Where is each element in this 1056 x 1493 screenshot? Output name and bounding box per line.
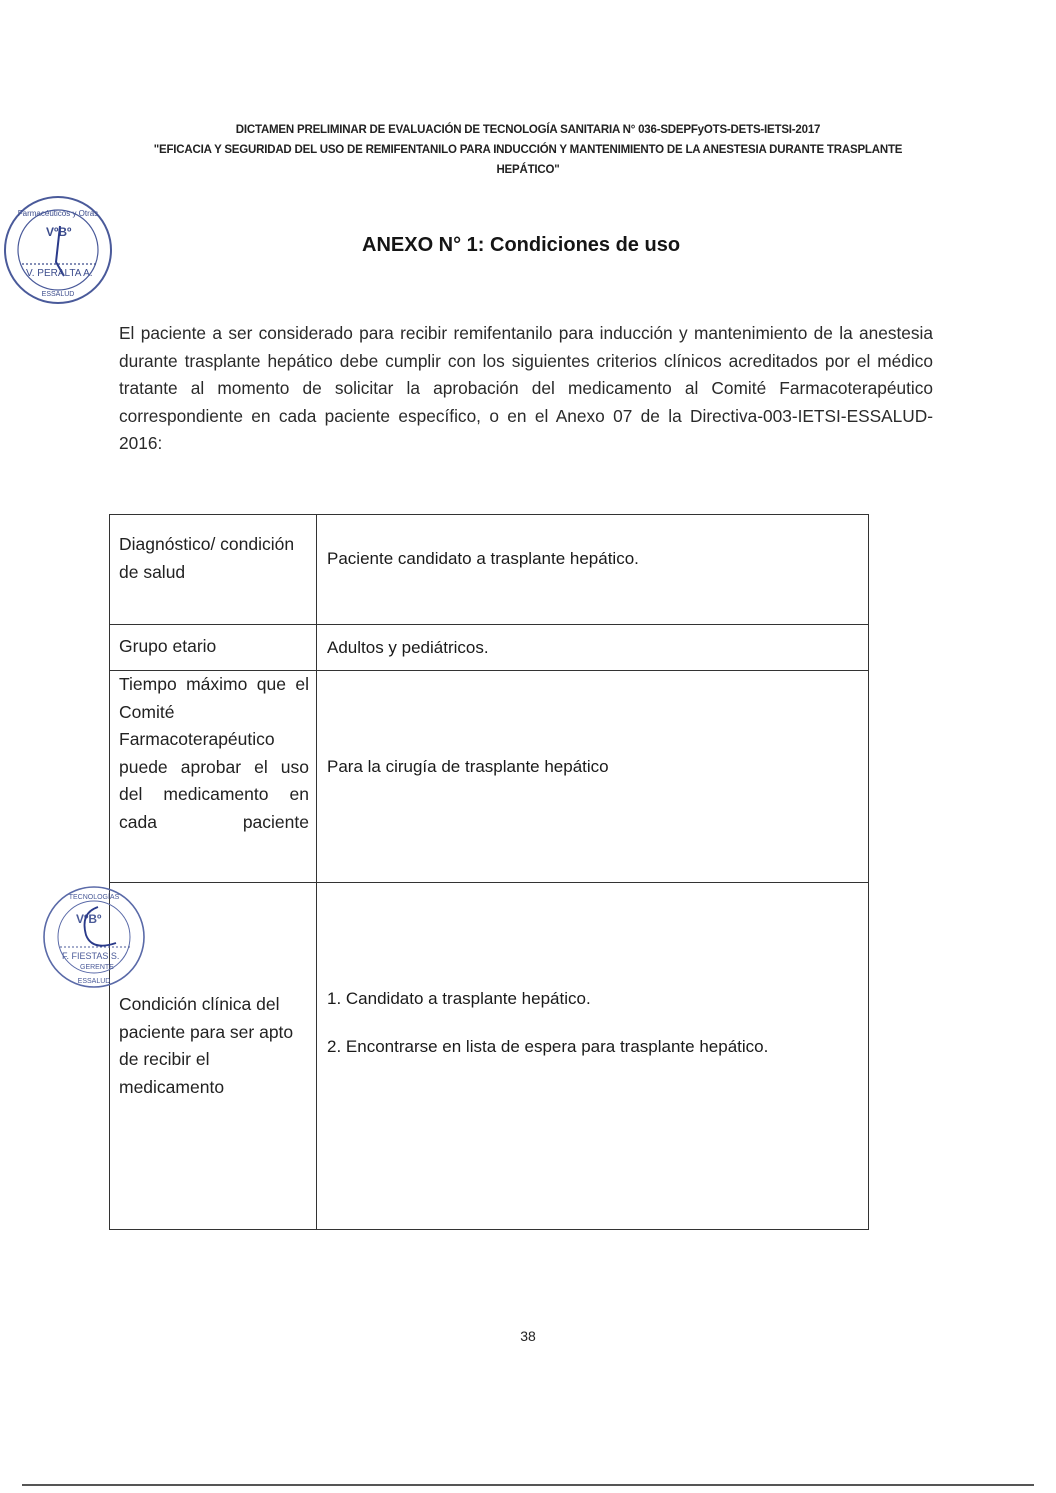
header-title-line: DICTAMEN PRELIMINAR DE EVALUACIÓN DE TECNOLOGÍA SANITARIA N° 036-SDEPFyOTS-DETS-IETSI-2017: [235, 124, 821, 136]
header-subtitle-line-2: HEPÁTICO": [496, 164, 560, 176]
row-value-grupo-etario: Adultos y pediátricos.: [327, 638, 489, 657]
svg-text:VºBº: VºBº: [46, 225, 72, 239]
page-number: 38: [520, 1328, 536, 1344]
list-item: 1. Candidato a trasplante hepático.: [327, 989, 591, 1008]
header-subtitle-line: "EFICACIA Y SEGURIDAD DEL USO DE REMIFENTANILO PARA INDUCCIÓN Y MANTENIMIENTO DE LA ANESTESIA DURANTE TRASPLANTE: [153, 144, 903, 156]
row-value-diagnostico: Paciente candidato a trasplante hepático.: [327, 549, 639, 568]
svg-text:V. PERALTA A.: V. PERALTA A.: [26, 268, 93, 279]
row-label-diagnostico: Diagnóstico/ condición de salud: [119, 534, 295, 582]
seal-stamp-top: [0, 192, 116, 308]
svg-text:F. FIESTAS S.: F. FIESTAS S.: [62, 951, 120, 961]
list-item: 2. Encontrarse en lista de espera para trasplante hepático.: [327, 1037, 769, 1056]
table-row: [110, 671, 868, 883]
intro-paragraph: El paciente a ser considerado para recibir remifentanilo para inducción y mantenimiento de la anestesia durante trasplante hepático debe cumplir con los siguientes criterios clínicos acreditados por el médico tratante al momento de solicitar la aprobación del medicamento al Comité Farmacoterapéutico correspondiente en cada paciente específico, o en el Anexo 07 de la Directiva-003-IETSI-ESSALUD-2016:: [119, 323, 933, 453]
row-label-condicion-clinica: Condición clínica del paciente para ser apto de recibir el medicamento: [119, 994, 294, 1097]
table-row: [110, 515, 868, 625]
svg-text:GERENTE: GERENTE: [80, 964, 114, 971]
annex-title: ANEXO N° 1: Condiciones de uso: [362, 234, 681, 256]
row-value-tiempo-maximo: Para la cirugía de trasplante hepático: [327, 757, 609, 776]
document-header: [100, 120, 956, 180]
seal-stamp-bottom: [40, 883, 148, 991]
svg-text:VºBº: VºBº: [76, 912, 102, 926]
row-label-grupo-etario: Grupo etario: [119, 636, 217, 656]
svg-text:TECNOLOGÍAS: TECNOLOGÍAS: [68, 894, 120, 901]
row-label-tiempo-maximo: Tiempo máximo que el Comité Farmacoterapéutico puede aprobar el uso del medicamento en cada paciente: [119, 674, 309, 832]
bottom-divider: [22, 1484, 1034, 1486]
svg-text:ESSALUD: ESSALUD: [41, 291, 75, 298]
svg-text:ESSALUD: ESSALUD: [77, 978, 111, 985]
table-row: [110, 883, 868, 1229]
svg-text:Farmacéuticos y Otras: Farmacéuticos y Otras: [17, 209, 99, 218]
table-row: [110, 625, 868, 671]
conditions-table: [109, 514, 869, 1230]
